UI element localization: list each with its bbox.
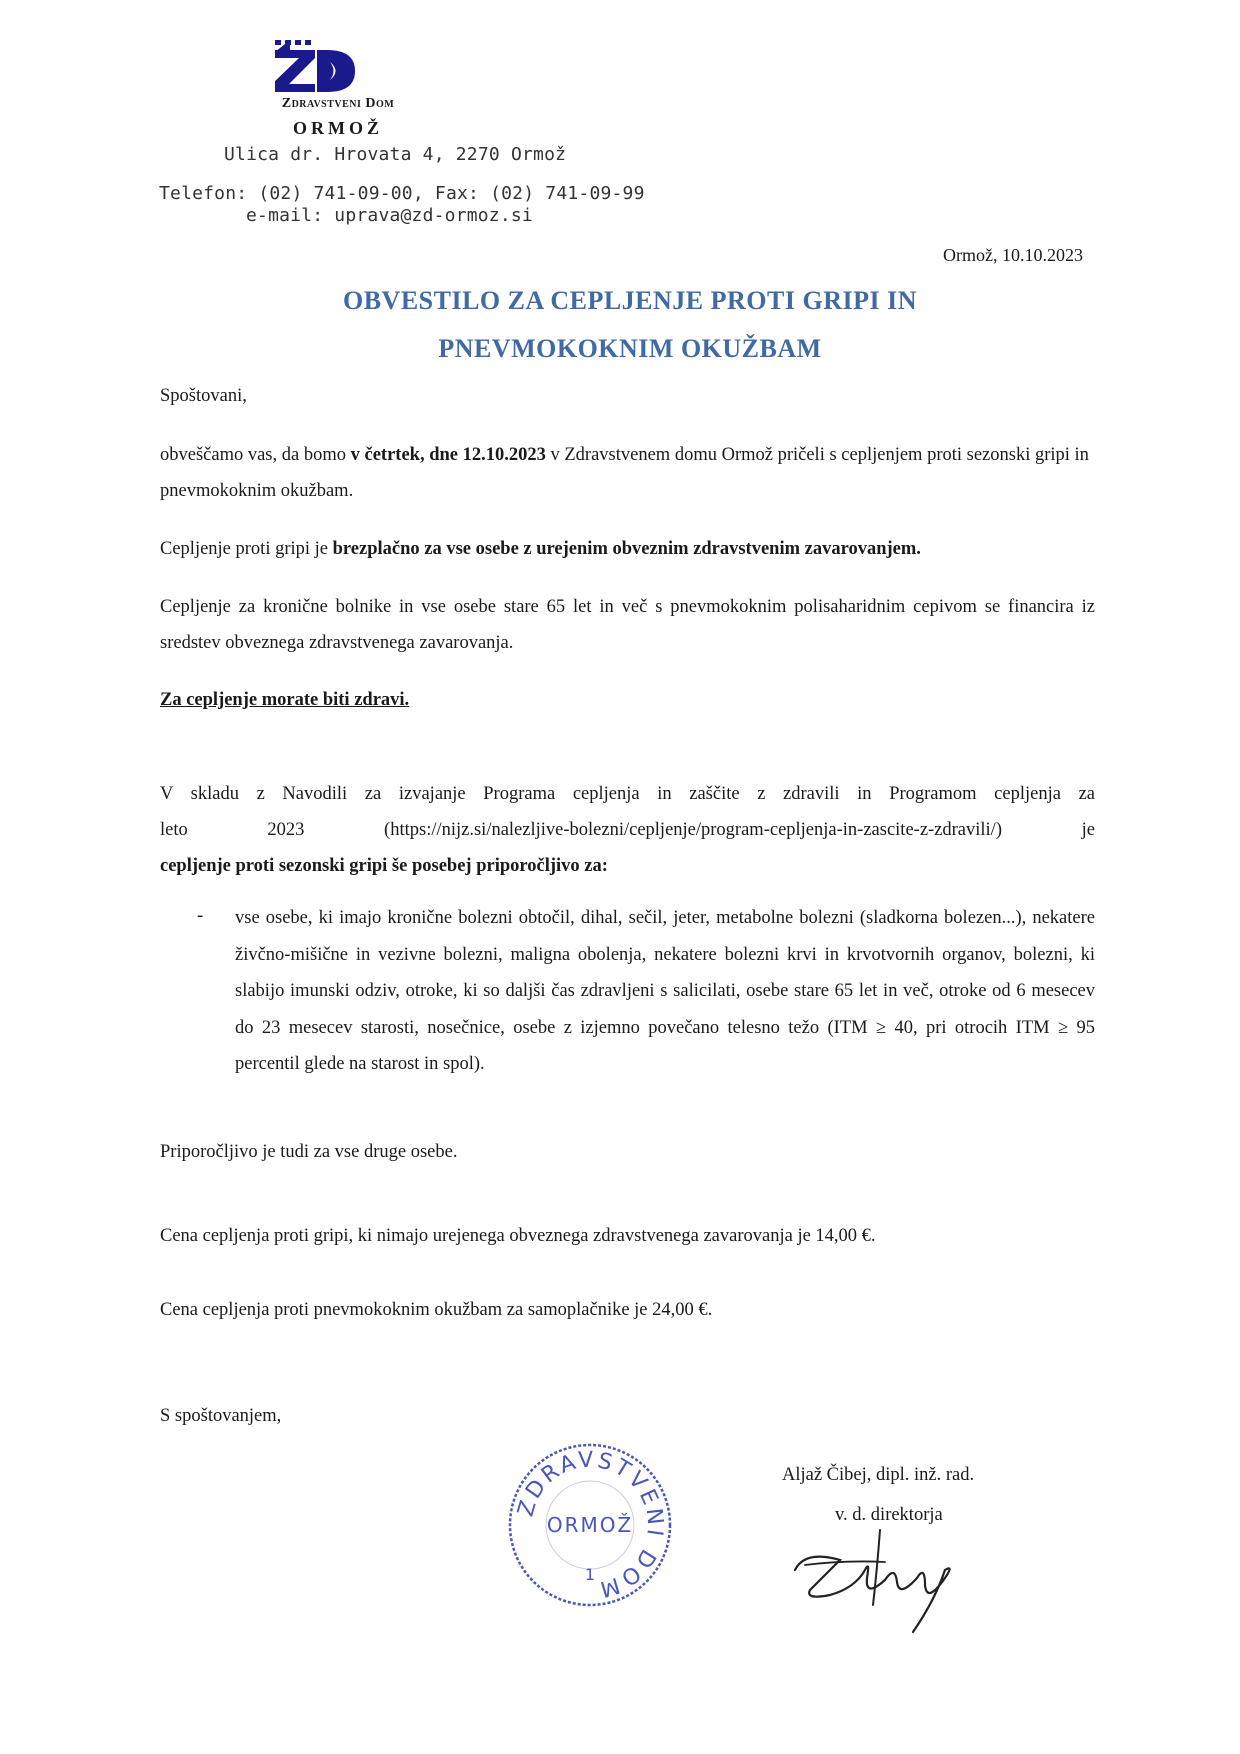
paragraph-free-vaccination: Cepljenje proti gripi je brezplačno za vse osebe z urejenim obveznim zdravstvenim zavarovanjem.	[160, 539, 921, 559]
signer-name: Aljaž Čibej, dipl. inž. rad.	[782, 1465, 975, 1485]
org-email: e-mail: uprava@zd-ormoz.si	[246, 205, 533, 226]
price-pneumococcal: Cena cepljenja proti pnevmokoknim okužbam za samoplačnike je 24,00 €.	[160, 1300, 713, 1320]
document-title-line2: PNEVMOKOKNIM OKUŽBAM	[438, 334, 822, 363]
document-date: Ormož, 10.10.2023	[943, 245, 1083, 265]
price-flu: Cena cepljenja proti gripi, ki nimajo urejenega obveznega zdravstvenega zavarovanja je 14,00 €.	[160, 1226, 876, 1246]
bullet-risk-groups: vse osebe, ki imajo kronične bolezni obtočil, dihal, sečil, jeter, metabolne bolezni (sladkorna bolezen...), nekatere živčno-mišične in vezivne bolezni, maligna obolenja, nekatere bolezni krvi in krvotvornih organov, bolezni, ki slabijo imunski odziv, otroke, ki so daljši čas zdravljeni s salicilati, osebe stare 65 let in več, otroke od 6 mesecev do 23 mesecev starosti, nosečnice, osebe z izjemno povečano telesno težo (ITM ≥ 40, pri otrocih ITM ≥ 95 percentil glede na starost in spol).	[235, 908, 1095, 1074]
stamp-center-text: ORMOŽ	[546, 1513, 634, 1537]
org-phone-fax: Telefon: (02) 741-09-00, Fax: (02) 741-09-99	[159, 183, 645, 204]
document-title-line1: OBVESTILO ZA CEPLJENJE PROTI GRIPI IN	[342, 286, 917, 315]
handwritten-signature	[785, 1520, 985, 1640]
org-name-line1: Zdravstveni Dom	[281, 96, 395, 111]
official-stamp	[505, 1440, 675, 1610]
org-name-line2: ORMOŽ	[293, 118, 383, 138]
signer-role: v. d. direktorja	[835, 1505, 943, 1525]
org-address: Ulica dr. Hrovata 4, 2270 Ormož	[224, 144, 567, 165]
paragraph-guidelines-line2: leto 2023 (https://nijz.si/nalezljive-bolezni/cepljenje/program-cepljenja-in-zascite-z-zdravili/) je	[160, 820, 1095, 840]
bullet-dash: -	[197, 906, 204, 926]
closing-salutation: S spoštovanjem,	[160, 1406, 282, 1426]
paragraph-guidelines-bold: cepljenje proti sezonski gripi še posebej priporočljivo za:	[160, 856, 608, 876]
recommend-all: Priporočljivo je tudi za vse druge osebe.	[160, 1142, 458, 1162]
paragraph-start-date: obveščamo vas, da bomo v četrtek, dne 12.10.2023 v Zdravstvenem domu Ormož pričeli s cepljenjem proti sezonski gripi in pnevmokoknim okužbam.	[160, 445, 1089, 501]
paragraph-pneumococcal-funding: Cepljenje za kronične bolnike in vse osebe stare 65 let in več s pnevmokoknim polisaharidnim cepivom se financira iz sredstev obveznega zdravstvenega zavarovanja.	[160, 597, 1095, 653]
stamp-ring-text: ZDRAVSTVENI DOM	[513, 1447, 668, 1602]
healthy-notice: Za cepljenje morate biti zdravi.	[160, 690, 410, 710]
stamp-number: 1	[584, 1565, 596, 1584]
paragraph-guidelines-line1: V skladu z Navodili za izvajanje Programa cepljenja in zaščite z zdravili in Programom cepljenja za	[160, 784, 1095, 804]
greeting: Spoštovani,	[160, 386, 247, 406]
